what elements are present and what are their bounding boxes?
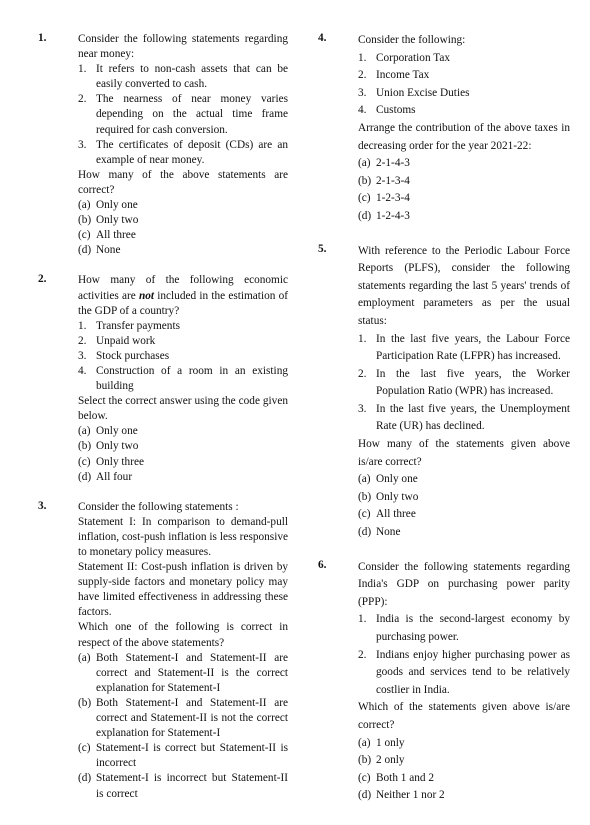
question-1 — [38, 32, 288, 258]
emphasis-not: not — [138, 289, 155, 302]
question-number: 4. — [318, 32, 327, 44]
question-5 — [318, 243, 570, 542]
statement-item: 2. Income Tax — [358, 69, 430, 82]
question-number: 1. — [38, 32, 47, 44]
statement-item: 1. India is the second-largest economy by purchasing power. — [358, 613, 570, 643]
statement-item: 2. Unpaid work — [78, 334, 156, 347]
statement-item: 1. Corporation Tax — [358, 51, 450, 64]
question-prompt: Arrange the contribution of the above taxes in decreasing order for the year 2021-22: — [358, 121, 570, 152]
answer-option[interactable]: (a) Only one — [358, 473, 418, 486]
question-prompt: Which of the statements given above is/are correct? — [358, 701, 570, 731]
answer-option[interactable]: (c) Only three — [78, 455, 144, 468]
answer-option[interactable]: (b) Both Statement-I and Statement-II are correct and Statement-II is not the correct explanation for Statement-I — [78, 696, 288, 740]
answer-option[interactable]: (c) 1-2-3-4 — [358, 192, 410, 205]
statement-item: 3. Union Excise Duties — [358, 86, 470, 99]
answer-option[interactable]: (d) 1-2-4-3 — [358, 209, 410, 222]
question-prompt: How many of the above statements are correct? — [78, 168, 288, 196]
answer-option[interactable]: (a) 2-1-4-3 — [358, 157, 410, 170]
question-body — [358, 243, 570, 542]
statement-item: 3. The certificates of deposit (CDs) are an example of near money. — [78, 138, 288, 166]
question-2 — [38, 273, 288, 484]
question-body — [78, 500, 288, 802]
question-body — [358, 32, 570, 226]
option-list — [78, 424, 288, 484]
question-stem: Consider the following: — [358, 34, 466, 46]
answer-option[interactable]: (b) Only two — [78, 440, 139, 453]
question-stem: Consider the following statements regarding India's GDP on purchasing power parity (PPP): — [358, 560, 570, 608]
question-stem: Consider the following statements regarding near money: — [78, 33, 288, 61]
question-number: 2. — [38, 273, 47, 286]
option-list — [78, 198, 288, 258]
answer-option[interactable]: (d) None — [78, 244, 121, 257]
question-6 — [318, 559, 570, 805]
answer-option[interactable]: (d) All four — [78, 470, 133, 483]
statement-2-text: Statement II: Cost-push inflation is driven by supply-side factors and monetary policy may have limited effectiveness in addressing these factors. — [78, 561, 288, 619]
statement-item: 2. In the last five years, the Worker Population Ratio (WPR) has increased. — [358, 367, 570, 398]
statement-item: 4. Customs — [358, 104, 416, 117]
question-number: 5. — [318, 242, 327, 255]
question-number: 3. — [38, 499, 47, 512]
option-list — [358, 155, 570, 225]
question-stem: Consider the following statements : — [78, 500, 239, 513]
right-column — [318, 32, 570, 805]
answer-option[interactable]: (a) Only one — [78, 199, 138, 212]
question-body — [358, 559, 570, 805]
option-list — [358, 471, 570, 541]
answer-option[interactable]: (b) 2-1-3-4 — [358, 174, 410, 187]
answer-option[interactable]: (b) Only two — [358, 490, 419, 503]
statement-item: 1. It refers to non-cash assets that can be easily converted to cash. — [78, 63, 288, 91]
answer-option[interactable]: (c) All three — [358, 508, 416, 521]
answer-option[interactable]: (d) Statement-I is incorrect but Statement-II is correct — [78, 772, 288, 800]
statement-list — [78, 62, 288, 168]
statement-list — [358, 331, 570, 437]
question-stem: How many of the following economic activities are not included in the estimation of the GDP of a country? — [78, 274, 288, 317]
question-4 — [318, 32, 570, 226]
answer-option[interactable]: (c) Both 1 and 2 — [358, 771, 435, 784]
answer-option[interactable]: (a) 1 only — [358, 736, 405, 749]
statement-item: 3. Stock purchases — [78, 349, 170, 362]
option-list — [358, 735, 570, 805]
answer-option[interactable]: (d) None — [358, 526, 401, 539]
question-body — [78, 273, 288, 484]
answer-option[interactable]: (a) Only one — [78, 425, 138, 438]
answer-option[interactable]: (a) Both Statement-I and Statement-II are correct and Statement-II is the correct explanation for Statement-I — [78, 651, 288, 694]
answer-option[interactable]: (b) Only two — [78, 214, 139, 227]
statement-item: 3. In the last five years, the Unemployment Rate (UR) has declined. — [358, 402, 570, 433]
left-column — [38, 32, 288, 802]
question-body — [78, 32, 288, 258]
statement-list — [358, 611, 570, 699]
question-number: 6. — [318, 558, 327, 571]
statement-1-text: Statement I: In comparison to demand-pull inflation, cost-push inflation is less responsive to monetary policy measures. — [78, 515, 288, 558]
answer-option[interactable]: (d) Neither 1 nor 2 — [358, 789, 445, 802]
question-stem: With reference to the Periodic Labour Force Reports (PLFS), consider the following statements regarding the last 5 years' trends of employment parameters as per the usual status: — [358, 244, 570, 327]
question-prompt: Which one of the following is correct in respect of the above statements? — [78, 621, 288, 649]
answer-option[interactable]: (b) 2 only — [358, 754, 405, 767]
statement-item: 4. Construction of a room in an existing building — [78, 364, 288, 393]
statement-list — [78, 319, 288, 394]
answer-option[interactable]: (c) All three — [78, 229, 136, 242]
answer-option[interactable]: (c) Statement-I is correct but Statement-II is incorrect — [78, 742, 288, 770]
question-3 — [38, 500, 288, 802]
question-prompt: Select the correct answer using the code given below. — [78, 395, 288, 423]
question-prompt: How many of the statements given above is/are correct? — [358, 438, 570, 468]
option-list — [78, 651, 288, 802]
statement-list — [358, 50, 570, 120]
statement-item: 2. The nearness of near money varies depending on the actual time frame required for cash conversion. — [78, 93, 288, 136]
statement-item: 1. In the last five years, the Labour Force Participation Rate (LFPR) has increased. — [358, 332, 570, 363]
statement-item: 1. Transfer payments — [78, 319, 180, 332]
statement-item: 2. Indians enjoy higher purchasing power as goods and services tend to be relatively costlier in India. — [358, 648, 570, 696]
